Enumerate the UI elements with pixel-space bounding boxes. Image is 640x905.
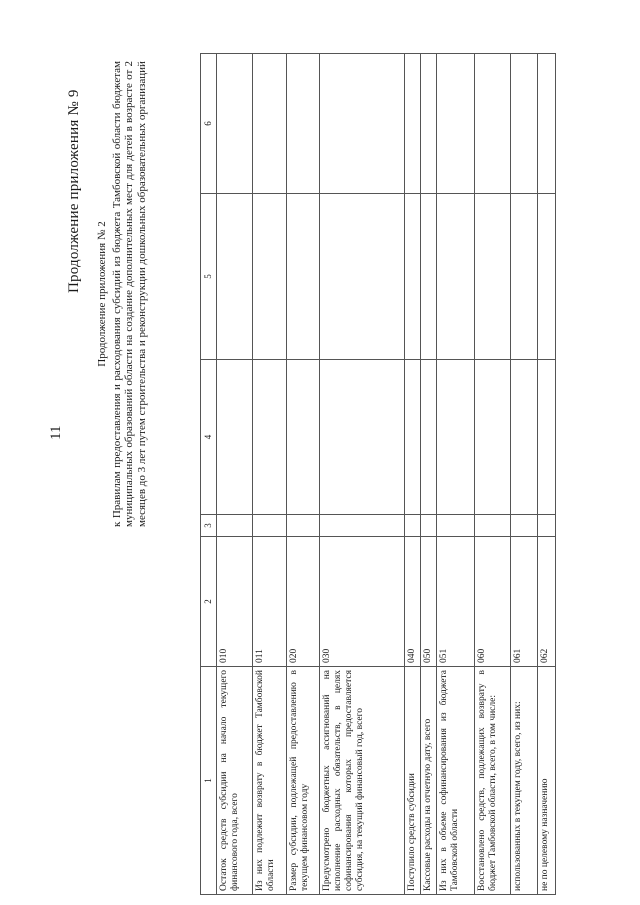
value-cell xyxy=(421,360,437,515)
annex-block xyxy=(96,61,148,527)
value-cell xyxy=(437,54,475,194)
row-code: 051 xyxy=(437,537,475,667)
row-label: Восстановлено средств, подлежащих возврату в бюджет Тамбовской области, всего, в том числе: xyxy=(475,667,511,895)
table-row xyxy=(253,54,287,895)
table-row xyxy=(511,54,538,895)
value-cell xyxy=(437,194,475,360)
table-row xyxy=(437,54,475,895)
row-label: Поступило средств субсидии xyxy=(405,667,421,895)
value-cell xyxy=(511,54,538,194)
table-row xyxy=(405,54,421,895)
report-table xyxy=(200,53,556,895)
value-cell xyxy=(405,194,421,360)
value-cell xyxy=(437,360,475,515)
value-cell xyxy=(475,515,511,537)
value-cell xyxy=(405,515,421,537)
value-cell xyxy=(217,360,253,515)
row-label: Из них в объеме софинансирования из бюджета Тамбовской области xyxy=(437,667,475,895)
table-header-row xyxy=(201,54,217,895)
value-cell xyxy=(320,360,405,515)
table-row xyxy=(475,54,511,895)
row-code: 020 xyxy=(287,537,320,667)
row-code: 062 xyxy=(538,537,556,667)
value-cell xyxy=(253,194,287,360)
value-cell xyxy=(217,194,253,360)
value-cell xyxy=(217,515,253,537)
annex-title: Продолжение приложения № 2 xyxy=(96,221,108,367)
row-label: использованных в текущем году, всего, из них: xyxy=(511,667,538,895)
row-label: Остаток средств субсидии на начало текущего финансового года, всего xyxy=(217,667,253,895)
value-cell xyxy=(287,194,320,360)
row-label: Кассовые расходы на отчетную дату, всего xyxy=(421,667,437,895)
header-cell: 1 xyxy=(201,667,217,895)
table-row xyxy=(538,54,556,895)
annex-text: к Правилам предоставления и расходования субсидий из бюджета Тамбовской области бюджетам муниципальных образований области на создание дополнительных мест для детей в возрасте от 2 месяцев до 3 лет путем строительства и реконструкции дошкольных образовательных организаций xyxy=(110,61,148,527)
value-cell xyxy=(421,194,437,360)
value-cell xyxy=(320,194,405,360)
value-cell xyxy=(405,54,421,194)
header-cell: 6 xyxy=(201,54,217,194)
header-cell: 2 xyxy=(201,537,217,667)
row-label: не по целевому назначению xyxy=(538,667,556,895)
value-cell xyxy=(253,360,287,515)
table-row xyxy=(217,54,253,895)
value-cell xyxy=(475,54,511,194)
page-number: 11 xyxy=(48,425,64,440)
value-cell xyxy=(405,360,421,515)
value-cell xyxy=(320,54,405,194)
value-cell xyxy=(538,515,556,537)
row-code: 011 xyxy=(253,537,287,667)
value-cell xyxy=(538,194,556,360)
header-cell: 4 xyxy=(201,360,217,515)
row-code: 010 xyxy=(217,537,253,667)
value-cell xyxy=(511,515,538,537)
value-cell xyxy=(253,54,287,194)
value-cell xyxy=(538,54,556,194)
row-label: Из них подлежит возврату в бюджет Тамбовской области xyxy=(253,667,287,895)
value-cell xyxy=(511,360,538,515)
row-label: Размер субсидии, подлежащей предоставлению в текущем финансовом году xyxy=(287,667,320,895)
row-code: 061 xyxy=(511,537,538,667)
row-code: 040 xyxy=(405,537,421,667)
value-cell xyxy=(421,54,437,194)
header-cell: 5 xyxy=(201,194,217,360)
row-code: 030 xyxy=(320,537,405,667)
value-cell xyxy=(253,515,287,537)
continuation-title: Продолжение приложения № 9 xyxy=(66,89,82,293)
value-cell xyxy=(475,194,511,360)
header-cell: 3 xyxy=(201,515,217,537)
row-code: 050 xyxy=(421,537,437,667)
table-row xyxy=(320,54,405,895)
table-row xyxy=(287,54,320,895)
table-row xyxy=(421,54,437,895)
value-cell xyxy=(437,515,475,537)
row-label: Предусмотрено бюджетных ассигнований на исполнение расходных обязательств, в целях софинансирования которых предоставляется субсидия, на текущий финансовый год, всего xyxy=(320,667,405,895)
value-cell xyxy=(320,515,405,537)
value-cell xyxy=(511,194,538,360)
value-cell xyxy=(287,54,320,194)
value-cell xyxy=(287,515,320,537)
row-code: 060 xyxy=(475,537,511,667)
value-cell xyxy=(421,515,437,537)
value-cell xyxy=(475,360,511,515)
value-cell xyxy=(287,360,320,515)
value-cell xyxy=(538,360,556,515)
value-cell xyxy=(217,54,253,194)
